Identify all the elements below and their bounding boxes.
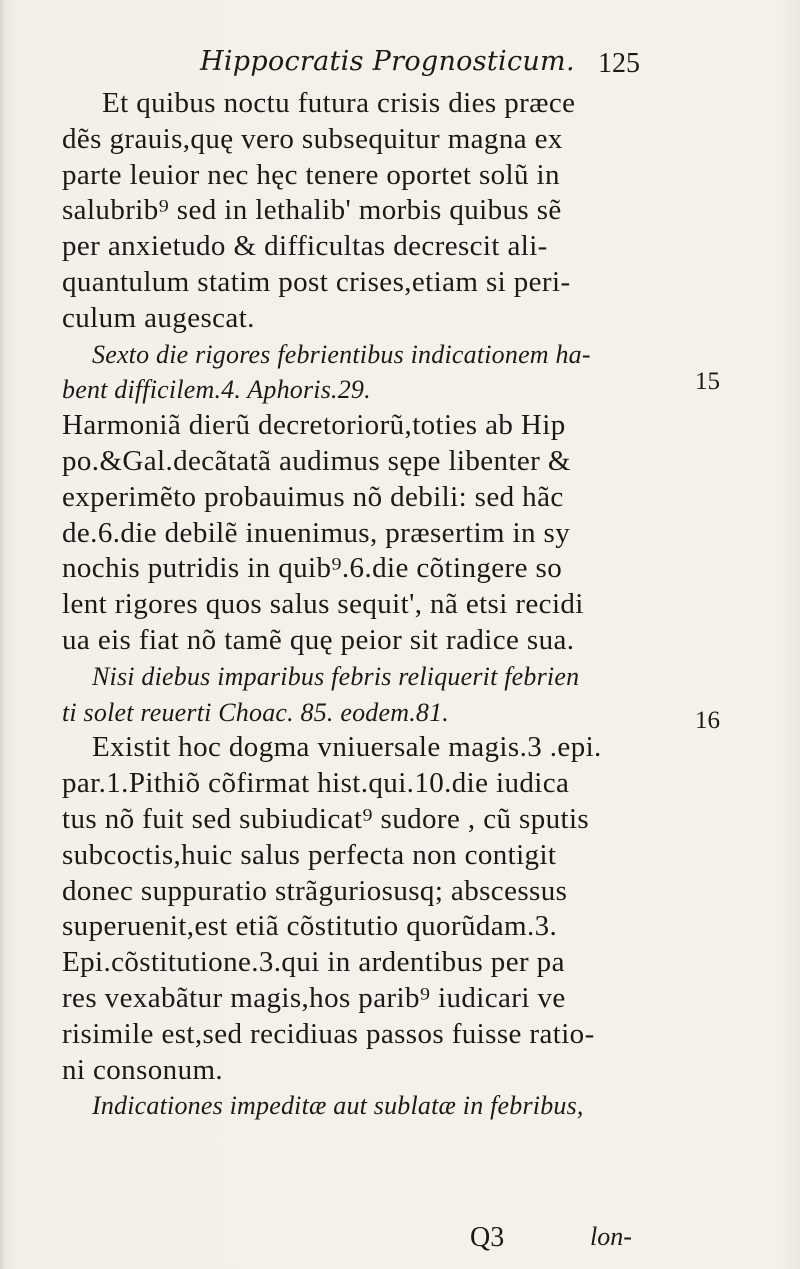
text-line: subcoctis,huic salus perfecta non contigit bbox=[62, 838, 557, 871]
margin-number: 16 bbox=[695, 707, 720, 734]
section-heading-line: Nisi diebus imparibus febris reliquerit febrien bbox=[92, 661, 580, 691]
text-line: per anxietudo & difficultas decrescit ali- bbox=[62, 230, 548, 263]
text-line: tus nõ fuit sed subiudicat⁹ sudore , cũ sputis bbox=[62, 802, 590, 835]
text-line: po.&Gal.decãtatã audimus sępe libenter & bbox=[62, 444, 571, 477]
text-line: culum augescat. bbox=[62, 301, 255, 334]
text-line: lent rigores quos salus sequit', nã etsi recidi bbox=[62, 588, 584, 621]
text-line: risimile est,sed recidiuas passos fuisse ratio- bbox=[62, 1017, 595, 1050]
text-line: superuenit,est etiã cõstitutio quorũdam.3. bbox=[62, 910, 558, 943]
running-title: Hippocratis Prognosticum. bbox=[200, 46, 575, 77]
signature-mark: Q3 bbox=[470, 1222, 505, 1253]
text-line: Et quibus noctu futura crisis dies præce bbox=[102, 87, 576, 119]
text-line: quantulum statim post crises,etiam si peri- bbox=[62, 265, 571, 298]
text-line: Existit hoc dogma vniuersale magis.3 .epi. bbox=[92, 731, 602, 764]
text-line: par.1.Pithiõ cõfirmat hist.qui.10.die iudica bbox=[62, 767, 570, 800]
section-heading-line: Indicationes impeditæ aut sublatæ in febribus, bbox=[92, 1091, 584, 1121]
text-line: donec suppuratio strãguriosusq; abscessus bbox=[62, 874, 568, 907]
text-line: experimẽto probauimus nõ debili: sed hãc bbox=[62, 480, 564, 513]
text-line: salubrib⁹ sed in lethalib' morbis quibus sẽ bbox=[62, 194, 562, 227]
text-line: ua eis fiat nõ tamẽ quę peior sit radice sua. bbox=[62, 623, 575, 656]
page-header bbox=[200, 46, 640, 90]
page-number: 125 bbox=[598, 48, 640, 79]
text-line: Epi.cõstitutione.3.qui in ardentibus per pa bbox=[62, 946, 565, 979]
body-text bbox=[62, 86, 662, 1124]
page-footer bbox=[60, 1222, 660, 1262]
text-line: nochis putridis in quib⁹.6.die cõtingere so bbox=[62, 552, 563, 585]
text-line: ni consonum. bbox=[62, 1053, 224, 1086]
section-heading-line: bent difficilem.4. Aphoris.29. bbox=[62, 375, 371, 405]
text-line: res vexabãtur magis,hos parib⁹ iudicari ve bbox=[62, 981, 566, 1014]
text-line: Harmoniã dierũ decretoriorũ,toties ab Hip bbox=[62, 409, 566, 442]
section-heading-line: Sexto die rigores febrientibus indicationem ha- bbox=[92, 339, 591, 369]
text-line: de.6.die debilẽ inuenimus, præsertim in sy bbox=[62, 516, 571, 549]
section-heading-line: ti solet reuerti Choac. 85. eodem.81. bbox=[62, 697, 449, 727]
catchword: lon- bbox=[590, 1222, 632, 1251]
margin-number: 15 bbox=[695, 368, 720, 395]
text-line: parte leuior nec hęc tenere oportet solũ in bbox=[62, 158, 560, 191]
text-line: dẽs grauis,quę vero subsequitur magna ex bbox=[62, 122, 563, 155]
